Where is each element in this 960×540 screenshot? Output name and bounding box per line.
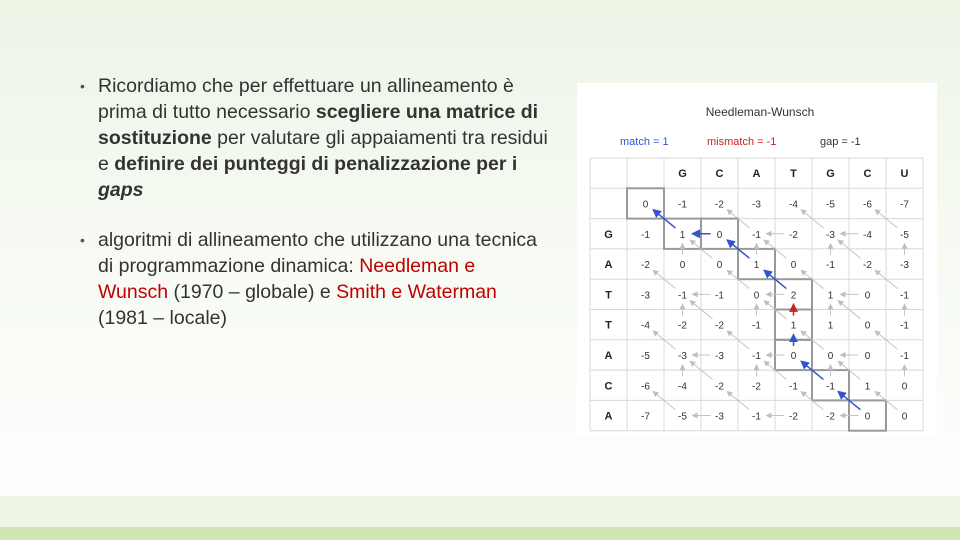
matrix-cell: -6 (641, 381, 650, 393)
row-header: T (605, 289, 612, 302)
matrix-cell: -4 (678, 381, 687, 393)
bullet-text: Smith e Waterman (336, 281, 497, 303)
bullet-text: scegliere una matrice di sostituzione (98, 101, 539, 149)
matrix-cell: -3 (752, 199, 761, 211)
matrix-cell: -5 (900, 229, 909, 241)
matrix-cell: 0 (679, 260, 686, 272)
matrix-cell: -1 (789, 381, 798, 393)
matrix-cell: -1 (678, 290, 687, 302)
matrix-cell: -2 (789, 411, 798, 423)
matrix-cell: -2 (826, 411, 835, 423)
matrix-cell: -2 (789, 229, 798, 241)
matrix-cell: -2 (715, 381, 724, 393)
matrix-cell: -5 (641, 350, 650, 362)
row-header: A (604, 349, 613, 362)
bullet-text: gaps (98, 179, 144, 201)
row-header: G (604, 228, 613, 241)
matrix-cell: -1 (752, 229, 761, 241)
matrix-cell: 0 (753, 290, 760, 302)
bullet-text: definire dei punteggi di penalizzazione per i (114, 153, 518, 175)
column-header: U (900, 168, 909, 181)
matrix-cell: -2 (641, 260, 650, 272)
matrix-cell: 2 (790, 290, 797, 302)
matrix-cell: -6 (863, 199, 872, 211)
matrix-cell: -4 (863, 229, 872, 241)
matrix-cell: -3 (641, 290, 650, 302)
matrix-cell: 0 (864, 350, 871, 362)
matrix-cell: 0 (642, 199, 649, 211)
bullet-item (78, 73, 548, 203)
matrix-cell: 1 (827, 290, 834, 302)
matrix-cell: -2 (715, 199, 724, 211)
matrix-cell: -1 (641, 229, 650, 241)
matrix-cell: 0 (790, 260, 797, 272)
bullet-text: (1981 – locale) (98, 307, 227, 329)
matrix-cell: -1 (678, 199, 687, 211)
matrix-cell: -2 (752, 381, 761, 393)
matrix-cell: -7 (641, 411, 650, 423)
matrix-cell: 0 (864, 290, 871, 302)
matrix-cell: 0 (716, 260, 723, 272)
column-header: G (678, 168, 687, 181)
matrix-cell: -7 (900, 199, 909, 211)
figure-title: Needleman-Wunsch (705, 105, 815, 119)
match-label: match = 1 (620, 136, 669, 148)
row-header: A (604, 259, 613, 272)
bullet-text: algoritmi di allineamento che utilizzano una tecnica di programmazione dinamica: (98, 229, 537, 277)
bullet-list (78, 73, 548, 355)
matrix-cell: -1 (826, 381, 835, 393)
matrix-cell: 0 (901, 411, 908, 423)
matrix-cell: 1 (679, 229, 686, 241)
matrix-cell: 1 (753, 260, 760, 272)
bullet-text: Needleman e Wunsch (98, 255, 476, 303)
bullet-text: (1970 – globale) e (168, 281, 337, 303)
footer-strip (0, 527, 960, 540)
matrix-cell: 1 (827, 320, 834, 332)
matrix-cell: -5 (826, 199, 835, 211)
matrix-cell: -1 (715, 290, 724, 302)
matrix-cell: -1 (900, 290, 909, 302)
gap-label: gap = -1 (820, 136, 861, 148)
matrix-cell: -3 (900, 260, 909, 272)
matrix-cell: -3 (678, 350, 687, 362)
matrix-cell: 0 (901, 381, 908, 393)
column-header: C (715, 168, 724, 181)
matrix-cell: -3 (826, 229, 835, 241)
matrix-cell: 0 (827, 350, 834, 362)
matrix-cell: -5 (678, 411, 687, 423)
matrix-cell: -1 (752, 411, 761, 423)
matrix-cell: 1 (790, 320, 797, 332)
row-header: A (604, 410, 613, 423)
matrix-cell: -3 (715, 411, 724, 423)
mismatch-label: mismatch = -1 (707, 136, 777, 148)
matrix-cell: 0 (864, 320, 871, 332)
needleman-wunsch-figure (577, 83, 937, 435)
bullet-dot: • (80, 232, 85, 248)
bullet-dot: • (80, 78, 85, 94)
row-header: T (605, 319, 612, 332)
matrix-cell: 0 (864, 411, 871, 423)
bullet-text: per valutare gli appaiamenti tra residui e (98, 127, 548, 175)
matrix-cell: -1 (900, 350, 909, 362)
matrix-cell: 1 (864, 381, 871, 393)
matrix-cell: -1 (752, 350, 761, 362)
column-header: C (863, 168, 872, 181)
row-header: C (604, 380, 613, 393)
matrix-cell: -4 (641, 320, 650, 332)
matrix-cell: 0 (790, 350, 797, 362)
matrix-cell: -2 (715, 320, 724, 332)
matrix-cell: -4 (789, 199, 798, 211)
matrix-cell: -1 (826, 260, 835, 272)
column-header: G (826, 168, 835, 181)
matrix-cell: -2 (678, 320, 687, 332)
matrix-cell: -3 (715, 350, 724, 362)
matrix-cell: 0 (716, 229, 723, 241)
figure-svg (577, 83, 937, 435)
matrix-cell: -1 (752, 320, 761, 332)
bullet-text: Ricordiamo che per effettuare un allineamento è prima di tutto necessario (98, 75, 514, 123)
matrix-cell: -1 (900, 320, 909, 332)
column-header: A (752, 168, 761, 181)
matrix-cell: -2 (863, 260, 872, 272)
column-header: T (790, 168, 797, 181)
bullet-item (78, 227, 548, 331)
